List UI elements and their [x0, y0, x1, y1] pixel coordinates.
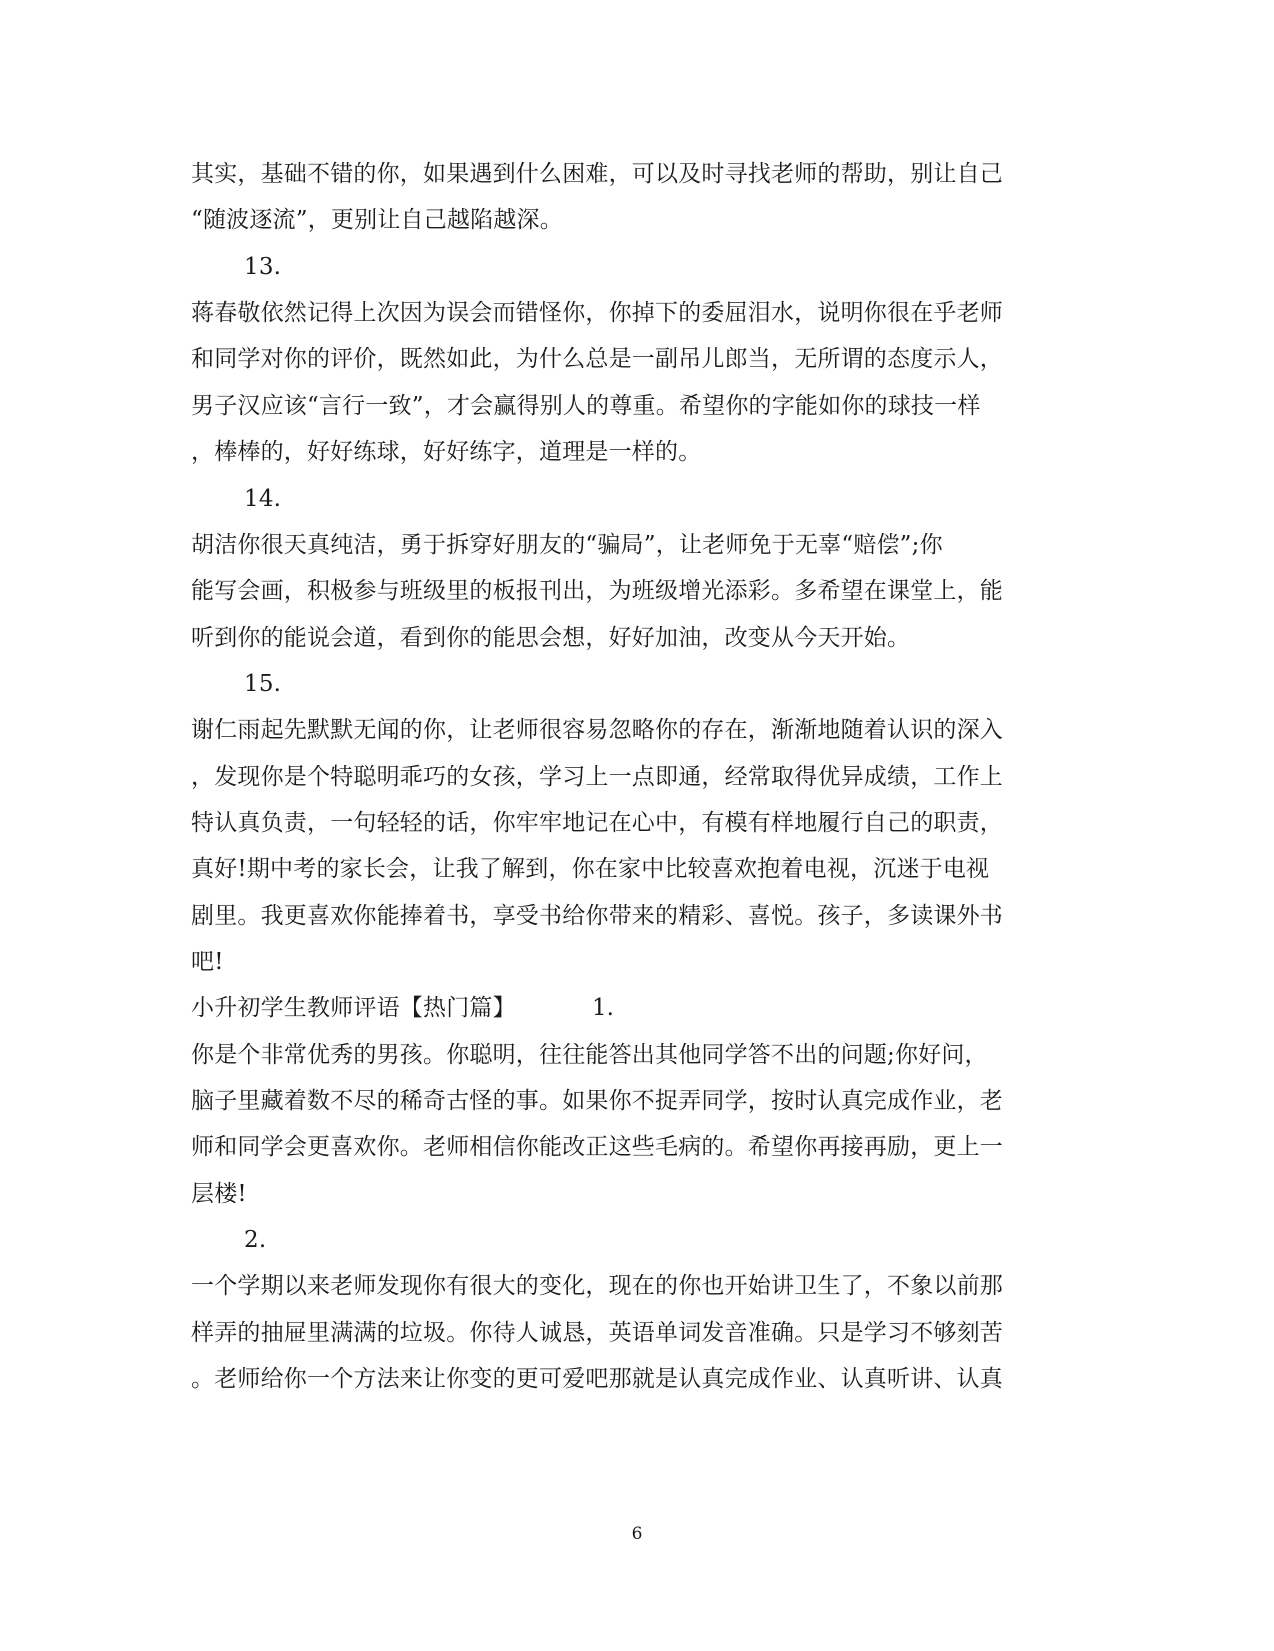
text-line: 蒋春敬依然记得上次因为误会而错怪你，你掉下的委屈泪水，说明你很在乎老师 — [191, 300, 1003, 326]
item-number: 1. — [592, 995, 614, 1021]
text-line: 师和同学会更喜欢你。老师相信你能改正这些毛病的。希望你再接再励，更上一 — [191, 1134, 1003, 1160]
page-number: 6 — [631, 1524, 643, 1544]
text-line: 你是个非常优秀的男孩。你聪明，往往能答出其他同学答不出的问题;你好问， — [191, 1042, 988, 1068]
item-number: 14. — [244, 486, 282, 512]
text-line: 一个学期以来老师发现你有很大的变化，现在的你也开始讲卫生了，不象以前那 — [191, 1273, 1003, 1299]
text-line: 层楼! — [191, 1181, 247, 1207]
item-number: 13. — [244, 254, 282, 280]
item-number: 15. — [244, 671, 282, 697]
text-line: 真好!期中考的家长会，让我了解到，你在家中比较喜欢抱着电视，沉迷于电视 — [191, 856, 990, 882]
text-line: 其实，基础不错的你，如果遇到什么困难，可以及时寻找老师的帮助，别让自己 — [191, 161, 1003, 187]
text-line: 男子汉应该“言行一致”，才会赢得别人的尊重。希望你的字能如你的球技一样 — [191, 393, 981, 419]
text-line: 能写会画，积极参与班级里的板报刊出，为班级增光添彩。多希望在课堂上，能 — [191, 578, 1003, 604]
section-heading: 小升初学生教师评语【热门篇】 — [191, 995, 516, 1021]
text-line: 。老师给你一个方法来让你变的更可爱吧那就是认真完成作业、认真听讲、认真 — [191, 1366, 1003, 1392]
text-line: 剧里。我更喜欢你能捧着书，享受书给你带来的精彩、喜悦。孩子，多读课外书 — [191, 903, 1003, 929]
text-line: 听到你的能说会道，看到你的能思会想，好好加油，改变从今天开始。 — [191, 625, 911, 651]
text-line: 样弄的抽屉里满满的垃圾。你待人诚恳，英语单词发音准确。只是学习不够刻苦 — [191, 1320, 1003, 1346]
text-line: 脑子里藏着数不尽的稀奇古怪的事。如果你不捉弄同学，按时认真完成作业，老 — [191, 1088, 1003, 1114]
text-line: “随波逐流”，更别让自己越陷越深。 — [191, 207, 563, 233]
text-line: 吧! — [191, 949, 224, 975]
text-line: 和同学对你的评价，既然如此，为什么总是一副吊儿郎当，无所谓的态度示人， — [191, 346, 1003, 372]
text-line: 特认真负责，一句轻轻的话，你牢牢地记在心中，有模有样地履行自己的职责， — [191, 810, 1003, 836]
text-line: ，发现你是个特聪明乖巧的女孩，学习上一点即通，经常取得优异成绩，工作上 — [191, 764, 1003, 790]
text-line: 谢仁雨起先默默无闻的你，让老师很容易忽略你的存在，渐渐地随着认识的深入 — [191, 717, 1003, 743]
text-line: ，棒棒的，好好练球，好好练字，道理是一样的。 — [191, 439, 702, 465]
text-line: 胡洁你很天真纯洁，勇于拆穿好朋友的“骗局”，让老师免于无辜“赔偿”;你 — [191, 532, 943, 558]
item-number: 2. — [244, 1227, 267, 1253]
